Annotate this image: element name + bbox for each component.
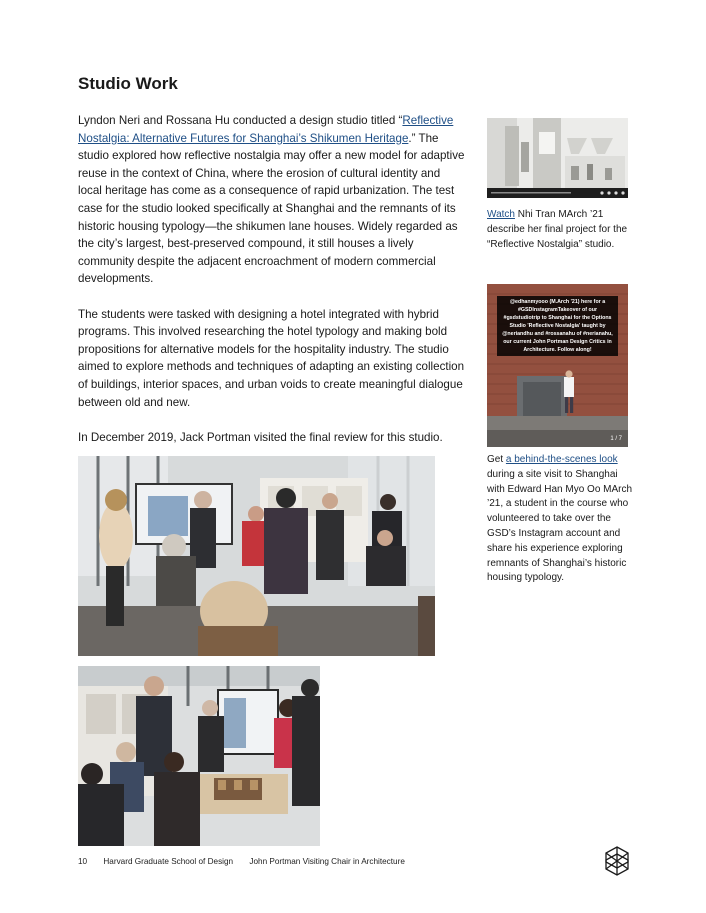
- footer-org: Harvard Graduate School of Design: [103, 857, 234, 866]
- page-number: 10: [78, 857, 88, 866]
- instagram-page-counter: 1 / 7: [610, 436, 622, 442]
- instagram-caption: Get a behind-the-scenes look during a site visit to Shanghai with Edward Han Myo Oo MArch ’21, a student in the course who volunteered to take over the GSD’s Instagram account and share his experience exploring remnants of Shanghai’s historic housing typology.: [487, 454, 633, 584]
- body-text: [78, 112, 466, 464]
- review-scene-2-image: [78, 666, 320, 846]
- paragraph-visit: In December 2019, Jack Portman visited the final review for this studio.: [78, 430, 443, 444]
- gsd-logo-icon: [604, 846, 630, 876]
- behind-the-scenes-link[interactable]: a behind-the-scenes look: [505, 454, 618, 465]
- paragraph-intro: Lyndon Neri and Rossana Hu conducted a design studio titled “Reflective Nostalgia: Alternative Futures for Shanghai’s Shikumen Heritage.” The studio explored how reflective nostalgia may offer a new model for adaptive reuse in the context of China, where the erosion of cultural identity and local heritage has come as a consequence of rapid urbanization. The test case for the studio looked specifically at Shanghai and the remnants of its historic housing typology—the shikumen lane houses. Widely regarded as the city’s largest, best-preserved compound, it still houses a lively community despite the adjacent encroachment of modern commercial developments.: [78, 114, 465, 286]
- review-scene-1-image: [78, 456, 435, 656]
- review-photo-1: [78, 456, 435, 656]
- instagram-overlay-text: @edhanmyooo (M.Arch '21) here for a #GSDInstagramTakeover of our #gsdstudiotrip to Shanghai for the Options Studio 'Reflective Nostalgia' taught by @neriandhu and #rossanahu of #nerianahu, our current John Portman Design Critics in Architecture. Follow along!: [497, 296, 618, 356]
- watch-link[interactable]: Watch: [487, 209, 515, 220]
- footer-publication: John Portman Visiting Chair in Architecture: [249, 857, 405, 866]
- instagram-post-image[interactable]: [487, 284, 628, 447]
- video-thumbnail[interactable]: [487, 118, 628, 198]
- page-footer: [78, 857, 419, 866]
- studio-title-link[interactable]: Reflective Nostalgia: Alternative Futures for Shanghai’s Shikumen Heritage: [78, 114, 454, 145]
- paragraph-task: The students were tasked with designing a hotel integrated with hybrid programs. This involved researching the hotel typology and making bold propositions for alternative models for the hospitality industry. The studio aimed to explore methods and techniques of adapting an existing collection of buildings, interior spaces, and urban voids to create meaningful dialogue between old and new.: [78, 307, 465, 409]
- architecture-model-image: [487, 118, 628, 198]
- video-caption: Watch Nhi Tran MArch ’21 describe her final project for the “Reflective Nostalgia” studio.: [487, 209, 628, 250]
- section-title: Studio Work: [78, 74, 178, 93]
- review-photo-2: [78, 666, 320, 846]
